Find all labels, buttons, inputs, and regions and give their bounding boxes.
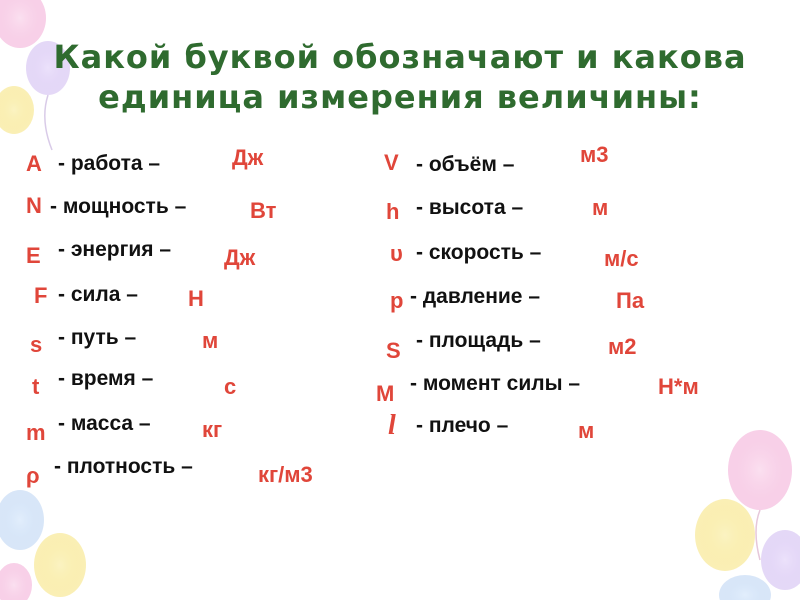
quantity-name: - масса –: [58, 412, 151, 435]
quantity-symbol: l: [388, 410, 396, 441]
quantity-unit: с: [224, 374, 237, 399]
quantity-name: - объём –: [416, 153, 515, 176]
quantity-name: - скорость –: [416, 241, 542, 264]
quantity-unit: кг: [202, 417, 223, 442]
quantity-symbol: ρ: [26, 463, 40, 488]
page-title-line-2: единица измерения величины:: [98, 78, 702, 116]
quantity-unit: Па: [616, 288, 645, 313]
quantity-name: - плечо –: [416, 414, 509, 437]
balloon-icon: [0, 490, 44, 550]
quantity-name: - давление –: [410, 285, 540, 308]
quantity-symbol: s: [30, 332, 43, 357]
quantity-symbol: m: [26, 420, 46, 445]
quantity-unit: м: [578, 418, 595, 443]
quantity-symbol: A: [26, 151, 42, 176]
quantity-unit: кг/м3: [258, 462, 313, 487]
quantity-symbol: S: [386, 338, 401, 363]
quantity-symbol: N: [26, 193, 42, 218]
quantity-name: - сила –: [58, 283, 138, 306]
quantity-symbol: F: [34, 283, 48, 308]
quantity-name: - площадь –: [416, 329, 541, 352]
quantity-name: - плотность –: [54, 455, 193, 478]
balloon-icon: [34, 533, 86, 597]
quantity-name: - энергия –: [58, 238, 172, 261]
quantity-name: - момент силы –: [410, 372, 581, 395]
quantity-unit: м: [202, 328, 219, 353]
balloon-icon: [0, 563, 32, 600]
quantity-unit: Вт: [250, 198, 277, 223]
quantity-unit: Дж: [232, 145, 264, 170]
quantity-name: - путь –: [58, 326, 137, 349]
quantity-unit: м3: [580, 142, 609, 167]
balloon-icon: [761, 530, 800, 590]
quantity-unit: Дж: [224, 245, 256, 270]
balloon-icon: [719, 575, 771, 600]
quantity-symbol: V: [384, 150, 399, 175]
quantity-unit: Н*м: [658, 374, 699, 399]
quantity-symbol: p: [390, 288, 404, 313]
quantity-name: - время –: [58, 367, 154, 390]
quantity-unit: м/с: [604, 246, 639, 271]
quantity-symbol: υ: [390, 241, 403, 266]
balloon-icon: [695, 499, 755, 571]
quantity-unit: Н: [188, 286, 204, 311]
quantity-name: - высота –: [416, 196, 524, 219]
quantity-symbol: E: [26, 243, 41, 268]
quantity-symbol: t: [32, 374, 40, 399]
quantity-symbol: h: [386, 199, 400, 224]
quantity-symbol: M: [376, 381, 395, 406]
quantity-unit: м: [592, 195, 609, 220]
quantity-name: - мощность –: [50, 195, 187, 218]
quantity-name: - работа –: [58, 152, 161, 175]
quantity-unit: м2: [608, 334, 637, 359]
page-title-line-1: Какой буквой обозначают и какова: [53, 38, 747, 76]
balloon-icon: [728, 430, 792, 510]
